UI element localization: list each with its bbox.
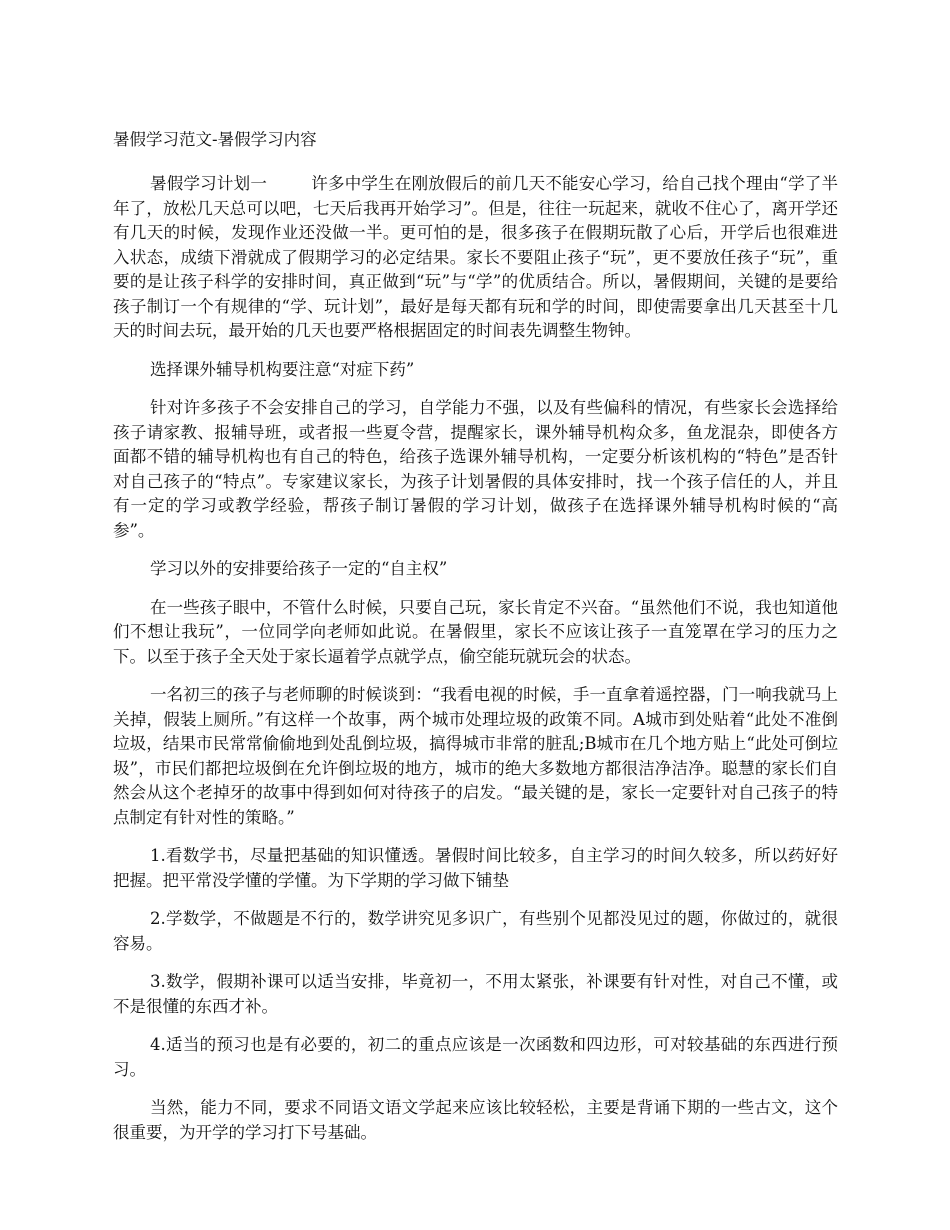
paragraph-autonomy: 在一些孩子眼中，不管什么时候，只要自己玩，家长肯定不兴奋。“虽然他们不说，我也知道他们不想让我玩”，一位同学向老师如此说。在暑假里，家长不应该让孩子一直笼罩在学习的压力之下。以至于孩子全天处于家长逼着学点就学点，偷空能玩就玩会的状态。 [113,597,838,666]
list-item-2: 2.学数学，不做题是不行的，数学讲究见多识广，有些别个见都没见过的题，你做过的，就很容易。 [113,909,838,953]
list-item-4: 4.适当的预习也是有必要的，初二的重点应该是一次函数和四边形，可对较基础的东西进行预习。 [113,1035,838,1079]
document-body [113,128,838,1159]
plan-one-label: 暑假学习计划一 [150,174,268,193]
paragraph-tutoring: 针对许多孩子不会安排自己的学习，自学能力不强，以及有些偏科的情况，有些家长会选择给孩子请家教、报辅导班，或者报一些夏令营，提醒家长，课外辅导机构众多，鱼龙混杂，即使各方面都不错的辅导机构也有自己的特色，给孩子选课外辅导机构，一定要分析该机构的“特色”是否针对自己孩子的“特点”。专家建议家长，为孩子计划暑假的具体安排时，找一个孩子信任的人，并且有一定的学习或教学经验，帮孩子制订暑假的学习计划，做孩子在选择课外辅导机构时候的“高参”。 [113,398,838,540]
heading-autonomy: 学习以外的安排要给孩子一定的“自主权” [150,559,448,578]
paragraph-plan-one [113,172,838,344]
paragraph-chinese: 当然，能力不同，要求不同语文语文学起来应该比较轻松，主要是背诵下期的一些古文，这个很重要，为开学的学习打下号基础。 [113,1098,838,1142]
list-item-3: 3.数学，假期补课可以适当安排，毕竟初一，不用太紧张，补课要有针对性，对自己不懂，或不是很懂的东西才补。 [113,972,838,1016]
heading-tutoring: 选择课外辅导机构要注意“对症下药” [150,359,415,379]
paragraph-story: 一名初三的孩子与老师聊的时候谈到：“我看电视的时候，手一直拿着遥控器，门一响我就马上关掉，假装上厕所。”有这样一个故事，两个城市处理垃圾的政策不同。A城市到处贴着“此处不准倒垃圾，结果市民常常偷偷地到处乱倒垃圾，搞得城市非常的脏乱;B城市在几个地方贴上“此处可倒垃圾”，市民们都把垃圾倒在允许倒垃圾的地方，城市的绝大多数地方都很洁净洁净。聪慧的家长们自然会从这个老掉牙的故事中得到如何对待孩子的启发。“最关键的是，家长一定要针对自己孩子的特点制定有针对性的策略。” [113,685,838,827]
plan-one-text: 许多中学生在刚放假后的前几天不能安心学习，给自己找个理由“学了半年了，放松几天总可以吧，七天后我再开始学习”。但是，往往一玩起来，就收不住心了，离开学还有几天的时候，发现作业还没做一半。更可怕的是，很多孩子在假期玩散了心后，开学后也很难进入状态，成绩下滑就成了假期学习的必定结果。家长不要阻止孩子“玩”，更不要放任孩子“玩”，重要的是让孩子科学的安排时间，真正做到“玩”与“学”的优质结合。所以，暑假期间，关键的是要给孩子制订一个有规律的“学、玩计划”，最好是每天都有玩和学的时间，即使需要拿出几天甚至十几天的时间去玩，最开始的几天也要严格根据固定的时间表先调整生物钟。 [113,174,839,340]
document-title: 暑假学习范文-暑假学习内容 [113,130,317,149]
list-item-1: 1.看数学书，尽量把基础的知识懂透。暑假时间比较多，自主学习的时间久较多，所以药好好把握。把平常没学懂的学懂。为下学期的学习做下铺垫 [113,846,838,890]
